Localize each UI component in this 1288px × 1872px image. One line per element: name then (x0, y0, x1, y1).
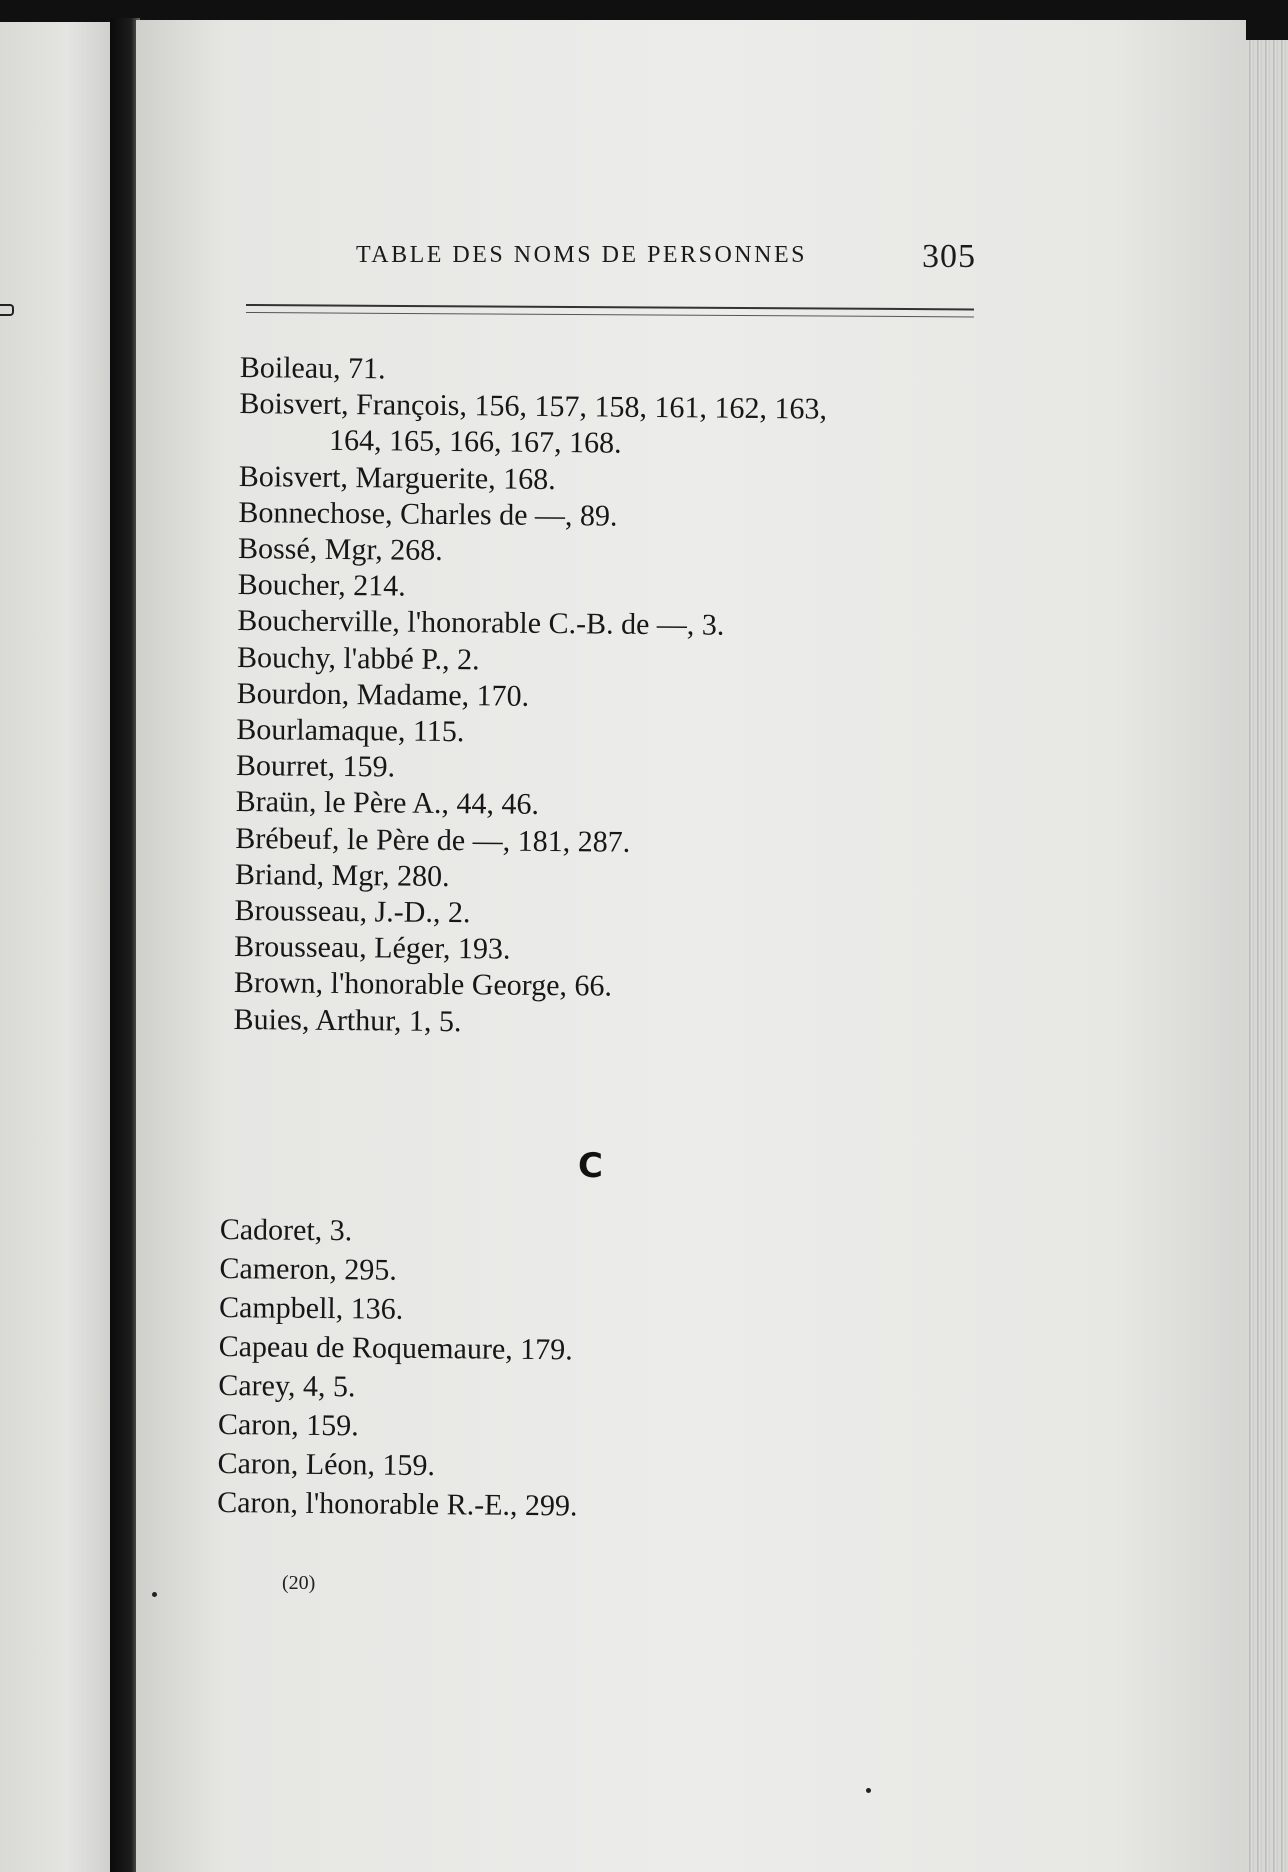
index-entry-text: Brébeuf, le Père de —, 181, 287. (235, 821, 631, 859)
index-entry-text: Caron, l'honorable R.-E., 299. (217, 1485, 578, 1523)
index-entry-text: Carey, 4, 5. (218, 1368, 356, 1404)
index-entry-text: Braün, le Père A., 44, 46. (235, 785, 540, 822)
index-entry-text: Buies, Arthur, 1, 5. (233, 1002, 462, 1038)
index-entry (233, 1002, 993, 1045)
index-entry-text: Boisvert, Marguerite, 168. (238, 459, 556, 496)
index-entry (239, 386, 1000, 466)
index-entry-text: Capeau de Roquemaure, 179. (218, 1329, 573, 1367)
signature-mark: (20) (282, 1572, 316, 1594)
facing-page-mark (0, 304, 14, 316)
index-entry-text: Caron, 159. (217, 1407, 359, 1443)
running-header (356, 238, 976, 282)
facing-page-edge (0, 22, 112, 1872)
index-entry-text: Bossé, Mgr, 268. (237, 532, 443, 567)
index-entry-text: Boileau, 71. (239, 350, 386, 386)
index-entry-text: Bouchy, l'abbé P., 2. (236, 640, 480, 676)
ink-speck (152, 1592, 157, 1597)
index-entry-text: Cameron, 295. (219, 1251, 398, 1287)
index-entry-text: Bourdon, Madame, 170. (236, 676, 530, 713)
index-entry-text: Bonnechose, Charles de —, 89. (238, 495, 618, 533)
index-entry-text: Bourlamaque, 115. (236, 713, 465, 749)
page-number: 305 (922, 238, 976, 275)
index-entry-text: Bourret, 159. (235, 749, 396, 784)
index-entry-text: Brown, l'honorable George, 66. (233, 966, 613, 1004)
section-letter-heading: C (578, 1146, 603, 1186)
index-entry-continuation: 164, 165, 166, 167, 168. (328, 424, 622, 461)
index-entry-text: Caron, Léon, 159. (217, 1446, 436, 1483)
page-edges (1246, 40, 1288, 1872)
index-list-b (233, 350, 1000, 1045)
index-entry-text: Brousseau, J.-D., 2. (234, 894, 471, 930)
running-title: TABLE DES NOMS DE PERSONNES (356, 242, 807, 268)
index-list-c (217, 1210, 980, 1529)
index-entry (217, 1483, 977, 1529)
index-entry-text: Campbell, 136. (218, 1290, 404, 1326)
ink-speck (866, 1788, 871, 1793)
index-entry-text: Cadoret, 3. (219, 1212, 353, 1248)
index-entry-text: Boucher, 214. (237, 568, 406, 603)
index-entry-text: Boucherville, l'honorable C.-B. de —, 3. (237, 604, 725, 643)
index-entry-text: Brousseau, Léger, 193. (234, 930, 511, 966)
index-entry-text: Boisvert, François, 156, 157, 158, 161, 162, 163, (239, 387, 828, 426)
index-entry-text: Briand, Mgr, 280. (234, 857, 450, 893)
